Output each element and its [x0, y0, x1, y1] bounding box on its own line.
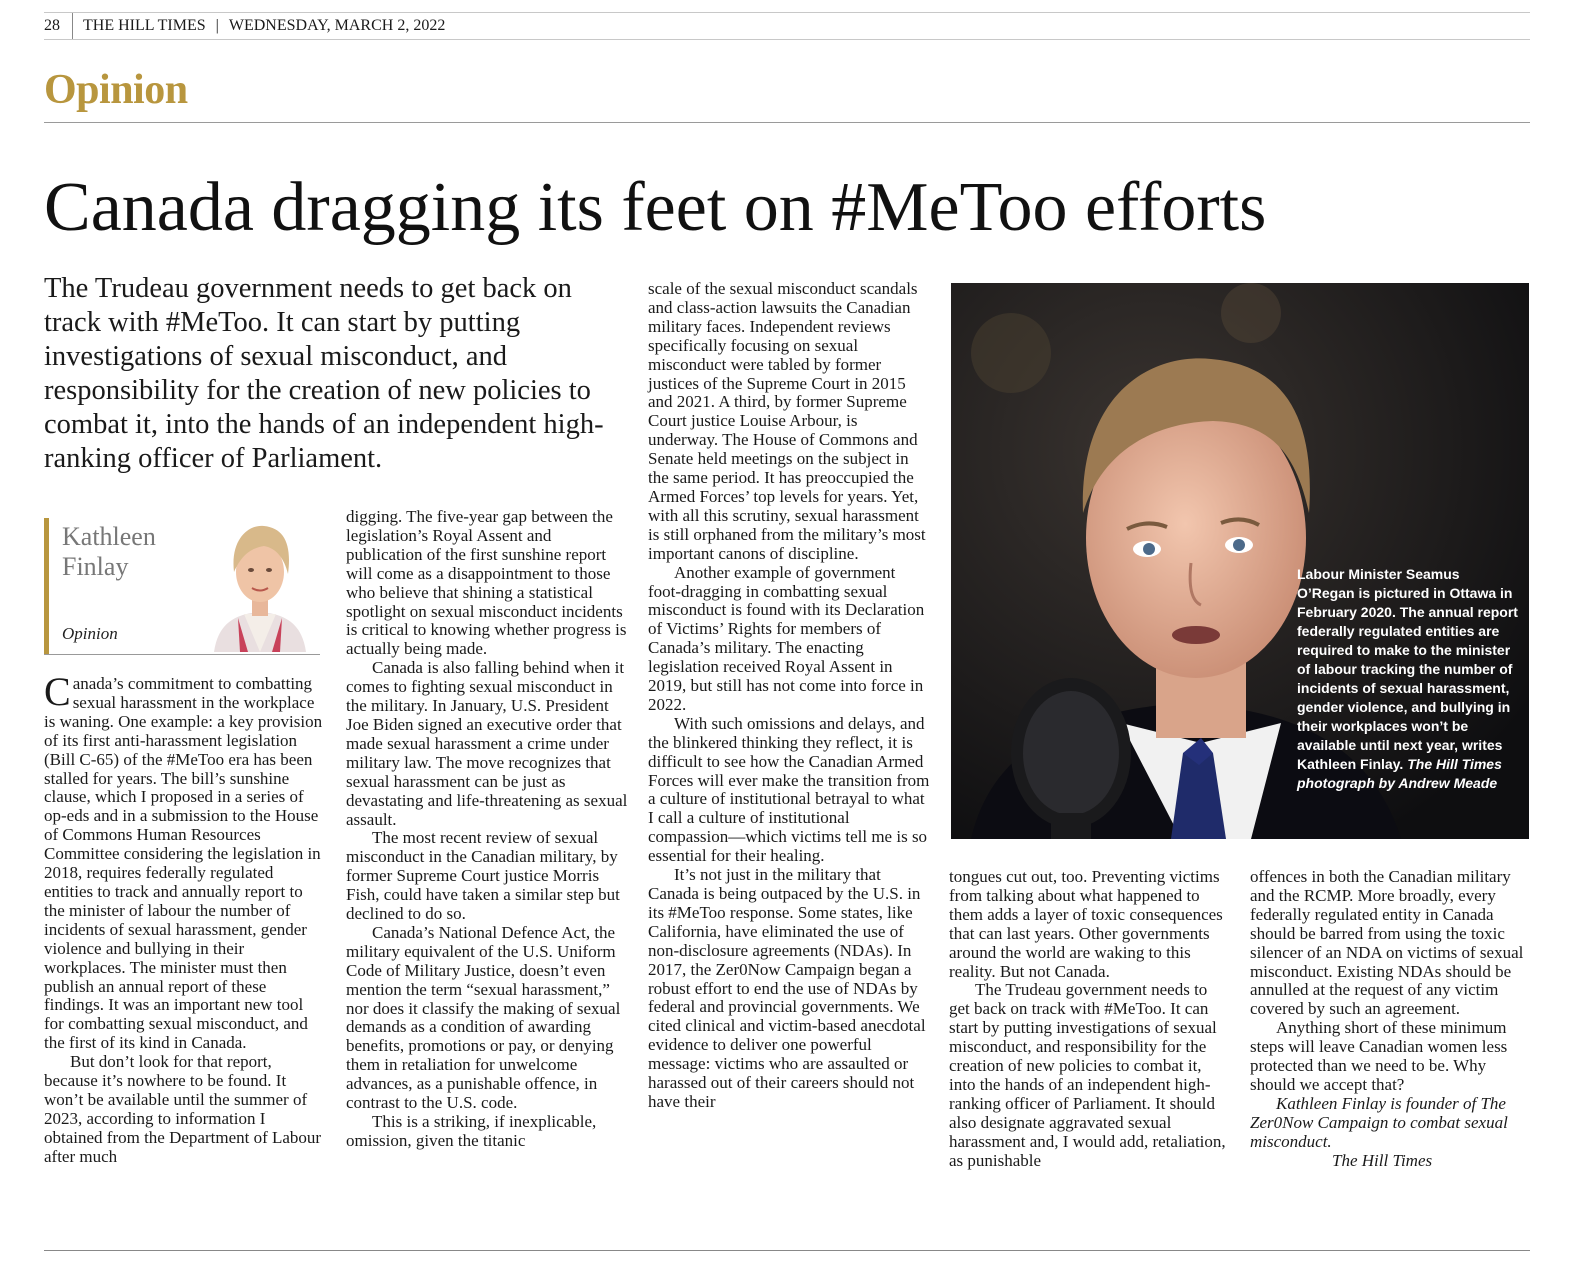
paragraph: Anything short of these minimum steps will leave Canadian women less protected than we need to be. Why should we accept that?: [1250, 1018, 1508, 1094]
article-column-1: [44, 669, 326, 1167]
paragraph: Canada’s National Defence Act, the military equivalent of the U.S. Uniform Code of Military Justice, doesn’t even mention the term “sexual harassment,” nor does it classify the making of sexual demands as a condition of awarding benefits, promotions or pay, or denying them in retaliation for unwelcome advances, as a punishable offence, in contrast to the U.S. code.: [346, 922, 621, 1113]
author-portrait: [204, 514, 316, 652]
byline-tag: Opinion: [62, 624, 118, 643]
paragraph: tongues cut out, too. Preventing victims from talking about what happened to them adds a layer of toxic consequences that can last years. Other governments around the world are waking to this reality. But not Canada.: [949, 867, 1223, 981]
issue-date: WEDNESDAY, MARCH 2, 2022: [228, 17, 446, 34]
page-header: [44, 12, 1530, 40]
page-number: 28: [44, 13, 73, 39]
article-column-2: [346, 508, 628, 1151]
caption-text: Labour Minister Seamus O’Regan is pictured in Ottawa in February 2020. The annual report federally regulated entities are required to make to the minister of labour tracking the number of incidents of sexual harassment, gender violence, and bullying in their workplaces won’t be available until next year, writes Kathleen Finlay.: [1297, 566, 1518, 772]
article-deck: The Trudeau government needs to get back on track with #MeToo. It can start by putting investigations of sexual misconduct, and responsibility for the creation of new policies to combat it, into the hands of an independent high-ranking officer of Parliament.: [44, 273, 604, 474]
publication-name: THE HILL TIMES: [83, 17, 206, 34]
header-separator: |: [215, 17, 219, 34]
byline-accent-bar: [44, 518, 49, 654]
article-photo: [951, 283, 1529, 839]
photo-credit: The Hill Times photograph by Andrew Meade: [1297, 756, 1502, 791]
article-column-4: [949, 868, 1231, 1171]
paragraph: It’s not just in the military that Canada is being outpaced by the U.S. in its #MeToo response. Some states, like California, have eliminated the use of non-disclosure agreements (NDAs). In 2017, the Zer0Now Campaign began a robust effort to end the use of NDAs by federal and provincial governments. We cited clinical and victim-based anecdotal evidence to deliver one powerful message: victims who are assaulted or harassed out of their careers should not have their: [648, 865, 926, 1111]
photo-caption: [1297, 565, 1521, 793]
paragraph: offences in both the Canadian military and the RCMP. More broadly, every federally regulated entity in Canada should be barred from using the toxic silencer of an NDA on victims of sexual misconduct. Existing NDAs should be annulled at the request of any victim covered by such an agreement.: [1250, 867, 1524, 1019]
paragraph: But don’t look for that report, because it’s nowhere to be found. It won’t be available until the summer of 2023, according to information I obtained from the Department of Labour after much: [44, 1052, 322, 1166]
section-label: Opinion: [44, 67, 188, 113]
author-bio: Kathleen Finlay is founder of The Zer0Now Campaign to combat sexual misconduct.: [1250, 1093, 1508, 1151]
signoff-publication: The Hill Times: [1332, 1150, 1433, 1170]
paragraph: [44, 669, 326, 1053]
paragraph: The most recent review of sexual misconduct in the Canadian military, by former Supreme Court justice Morris Fish, could have taken a similar step but declined to do so.: [346, 828, 620, 924]
drop-cap: C: [44, 669, 71, 714]
paragraph: scale of the sexual misconduct scandals and class-action lawsuits the Canadian military faces. Independent reviews specifically focusing on sexual misconduct were tabled by former justices of the Supreme Court in 2015 and 2021. A third, by former Supreme Court justice Louise Arbour, is underway. The House of Commons and Senate held meetings on the subject in the same period. It has preoccupied the Armed Forces’ top levels for years. Yet, with all this scrutiny, sexual harassment is still orphaned from the military’s most important canons of discipline.: [648, 279, 926, 563]
paragraph: With such omissions and delays, and the blinkered thinking they reflect, it is difficult to see how the Canadian Armed Forces will ever make the transition from a culture of institutional betrayal to what I call a culture of institutional compassion—which victims tell me is so essential for their healing.: [648, 713, 930, 866]
article-column-5: [1250, 868, 1532, 1171]
paragraph: Another example of government foot-dragging in combatting sexual misconduct is found with its Declaration of Victims’ Rights for members of Canada’s military. The enacting legislation received Royal Assent in 2019, but still has not come into force in 2022.: [648, 562, 925, 714]
article-column-3: [648, 280, 930, 1112]
author-name: Kathleen Finlay: [62, 522, 156, 581]
paragraph: digging. The five-year gap between the legislation’s Royal Assent and publication of the first sunshine report will come as a disappointment to those who believe that shining a statistical spotlight on sexual misconduct incidents is critical to knowing whether progress is actually being made.: [346, 507, 627, 659]
byline: [44, 510, 320, 655]
paragraph: The Trudeau government needs to get back on track with #MeToo. It can start by putting investigations of sexual misconduct, and responsibility for the creation of new policies to combat it, into the hands of an independent high-ranking officer of Parliament. It should also designate aggravated sexual harassment and, I would add, retaliation, as punishable: [949, 980, 1226, 1170]
bottom-rule: [44, 1250, 1530, 1251]
paragraph: Canada is also falling behind when it comes to fighting sexual misconduct in the military. In January, U.S. President Joe Biden signed an executive order that made sexual harassment a crime under military law. The move recognizes that sexual harassment can be just as devastating and life-threatening as sexual assault.: [346, 658, 628, 829]
article-headline: Canada dragging its feet on #MeToo efforts: [44, 169, 1267, 246]
section-rule: [44, 122, 1530, 123]
paragraph: This is a striking, if inexplicable, omission, given the titanic: [346, 1112, 597, 1150]
paragraph-text: anada’s commitment to combatting sexual harassment in the workplace is waning. One example: a key provision of its first anti-harassment legislation (Bill C-65) of the #MeToo era has been stalled for years. The bill’s sunshine clause, which I proposed in a series of op-eds and in a submission to the House of Commons Human Resources Committee considering the legislation in 2018, requires federally regulated entities to track and annually report to the minister of labour the number of incidents of sexual harassment, gender violence and bullying in their workplaces. The minister must then publish an annual report of these findings. It was an important new tool for combatting sexual misconduct, and the first of its kind in Canada.: [44, 674, 323, 1053]
